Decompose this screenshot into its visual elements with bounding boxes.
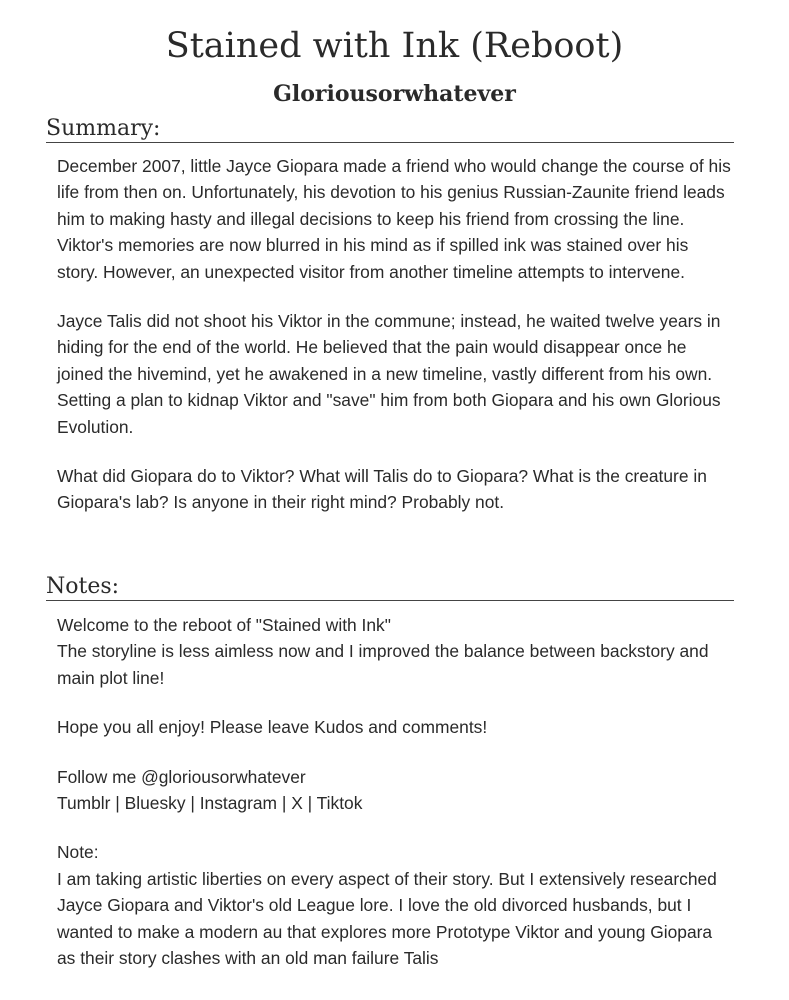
notes-paragraph-follow: [57, 764, 733, 817]
welcome-line: Welcome to the reboot of "Stained with Ink": [57, 615, 391, 635]
notes-paragraph-enjoy: Hope you all enjoy! Please leave Kudos and comments!: [57, 717, 488, 738]
note-label: Note:: [57, 842, 99, 863]
notes-paragraph-note: [57, 839, 733, 971]
author-name[interactable]: Gloriousorwhatever: [273, 81, 516, 107]
note-text: I am taking artistic liberties on every aspect of their story. But I extensively researched Jayce Giopara and Viktor's old League lore. I love the old divorced husbands, but I wanted to make a modern au that explores more Prototype Viktor and young Giopara as their story clashes with an old man failure Talis: [57, 868, 717, 969]
follow-line: Follow me @gloriousorwhatever: [57, 766, 306, 787]
storyline-text: The storyline is less aimless now and I improved the balance between backstory and main plot line!: [57, 641, 709, 688]
notes-heading: Notes:: [46, 574, 734, 601]
work-title: Stained with Ink (Reboot): [165, 26, 624, 66]
summary-text: [57, 153, 733, 516]
summary-heading: Summary:: [46, 116, 734, 143]
socials-line: Tumblr | Bluesky | Instagram | X | Tiktok: [57, 793, 363, 814]
summary-paragraph: What did Giopara do to Viktor? What will Talis do to Giopara? What is the creature in Giopara's lab? Is anyone in their right mind? Probably not.: [57, 466, 707, 513]
notes-paragraph-intro: [57, 612, 733, 691]
summary-paragraph: Jayce Talis did not shoot his Viktor in the commune; instead, he waited twelve years in hiding for the end of the world. He believed that the pain would disappear once he joined the hivemind, yet he awakened in a new timeline, vastly different from his own. Setting a plan to kidnap Viktor and "save" him from both Giopara and his own Glorious Evolution.: [57, 311, 721, 437]
notes-text: [57, 612, 733, 971]
summary-paragraph: December 2007, little Jayce Giopara made a friend who would change the course of his life from then on. Unfortunately, his devotion to his genius Russian-Zaunite friend leads him to making hasty and illegal decisions to keep his friend from crossing the line. Viktor's memories are now blurred in his mind as if spilled ink was stained over his story. However, an unexpected visitor from another timeline attempts to intervene.: [57, 156, 731, 282]
